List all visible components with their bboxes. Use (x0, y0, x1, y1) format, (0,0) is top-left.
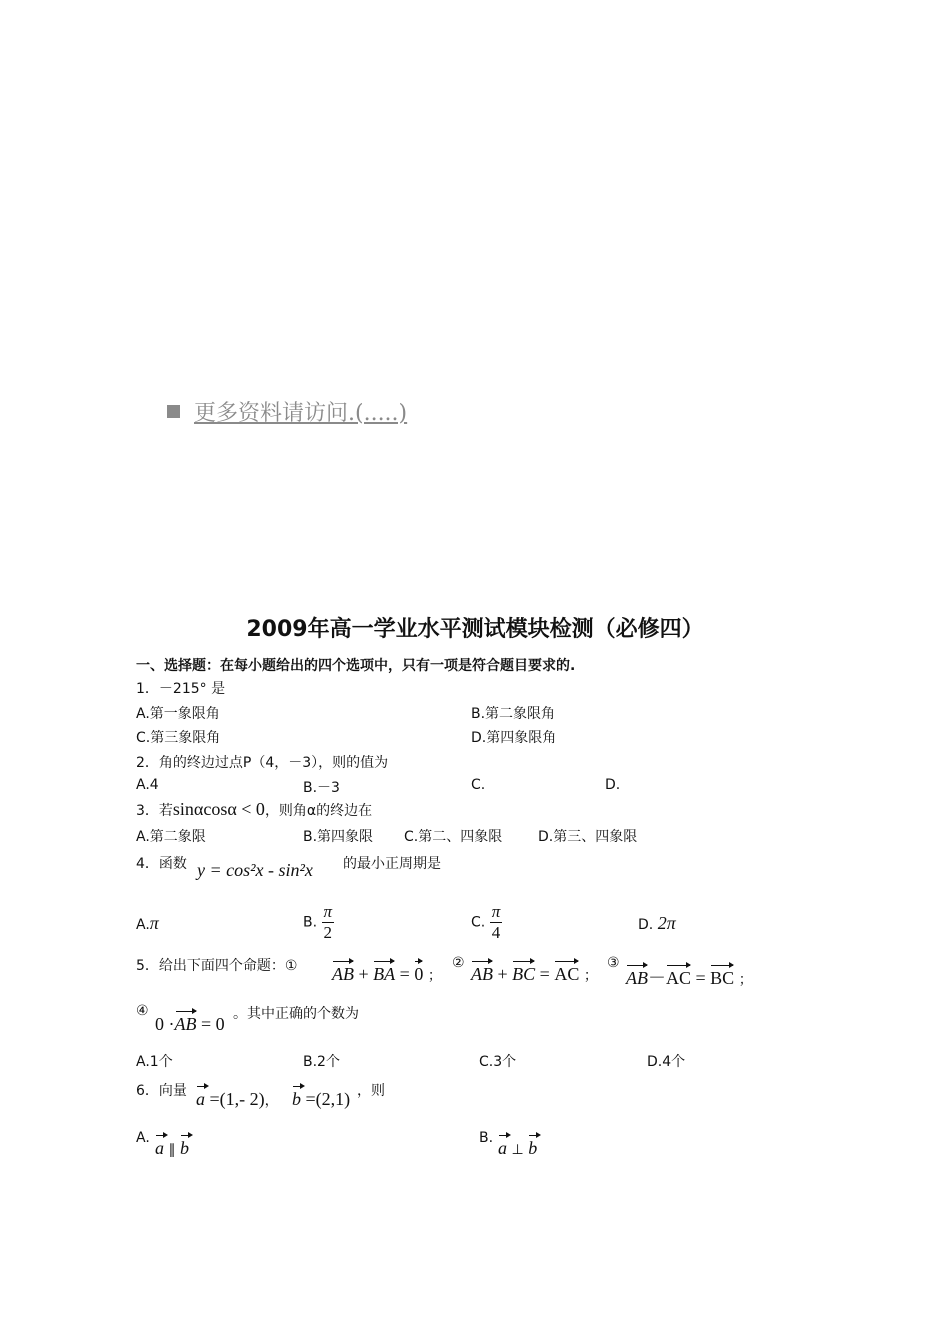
q2-option-d: D. (605, 777, 621, 793)
q6-option-b: B. (479, 1130, 494, 1146)
q4-prefix: 4．函数 (136, 856, 187, 872)
q6-expr-a: a =(1,- 2)， (196, 1089, 279, 1109)
q3-option-d: D.第三、四象限 (538, 829, 638, 845)
q6-suffix: ，则 (357, 1083, 385, 1099)
q5-stem: 5．给出下面四个命题：① (136, 958, 298, 974)
q5-label-4: ④ (136, 1003, 149, 1019)
q1-option-a: A.第一象限角 (136, 706, 220, 722)
q6-prefix: 6．向量 (136, 1083, 187, 1099)
q3-option-c: C.第二、四象限 (404, 829, 503, 845)
q5-option-b: B.2个 (303, 1054, 340, 1070)
q5-option-a: A.1个 (136, 1054, 173, 1070)
q3-prefix: 3．若 (136, 803, 173, 819)
q6-option-a-expr: a ∥ b (155, 1138, 189, 1158)
q5-expr-3: AB－AC = BC ； (626, 968, 753, 988)
q1-option-b: B.第二象限角 (471, 706, 556, 722)
q4-option-b: B. $\frac{\pi}{2}$ (303, 902, 333, 942)
q3-suffix: ，则角α的终边在 (264, 803, 373, 819)
q4-option-c: C. $\frac{\pi}{4}$ (471, 902, 501, 942)
q4-option-a: A.π (136, 913, 159, 933)
q5-tail: 。其中正确的个数为 (233, 1006, 359, 1022)
q2-option-b: B.－3 (303, 780, 340, 796)
q1-option-c: C.第三象限角 (136, 730, 221, 746)
q2-option-a: A.4 (136, 777, 159, 793)
q6-option-a: A. (136, 1130, 150, 1146)
q5-expr-2: AB + BC = AC ； (471, 964, 598, 984)
q5-expr-1: AB + BA = 0 ； (332, 964, 442, 984)
square-bullet-icon (167, 405, 180, 418)
q4-suffix: 的最小正周期是 (343, 856, 441, 872)
q6-option-b-expr: a ⊥ b (498, 1138, 538, 1158)
q3-option-a: A.第二象限 (136, 829, 206, 845)
q4-math: y = cos²x - sin²x (197, 860, 313, 880)
q5-label-2: ② (452, 955, 465, 971)
more-resources-link[interactable] (167, 396, 407, 427)
q3-option-b: B.第四象限 (303, 829, 374, 845)
q4-c-fraction: $\frac{\pi}{4}$ (491, 902, 501, 942)
q6-expr-b: b =(2,1) (292, 1089, 351, 1109)
q5-option-d: D.4个 (647, 1054, 686, 1070)
page-title: 2009年高一学业水平测试模块检测（必修四） (246, 617, 704, 642)
q4-b-fraction: $\frac{\pi}{2}$ (323, 902, 333, 942)
more-resources-link-text[interactable]: 更多资料请访问.(.....) (194, 401, 408, 426)
q2-stem: 2．角的终边过点P（4，－3），则的值为 (136, 755, 389, 771)
q5-label-3: ③ (607, 955, 620, 971)
q1-stem: 1．－215° 是 (136, 681, 226, 697)
q3-stem (136, 799, 372, 820)
q5-option-c: C.3个 (479, 1054, 517, 1070)
q2-option-c: C. (471, 777, 486, 793)
q1-option-d: D.第四象限角 (471, 730, 557, 746)
q5-expr-4: 0 ·AB = 0 (155, 1014, 225, 1034)
q4-option-d: D. 2π (638, 913, 676, 933)
section-heading: 一、选择题：在每小题给出的四个选项中，只有一项是符合题目要求的. (136, 658, 576, 674)
q3-math: sinαcosα < 0 (172, 799, 265, 819)
